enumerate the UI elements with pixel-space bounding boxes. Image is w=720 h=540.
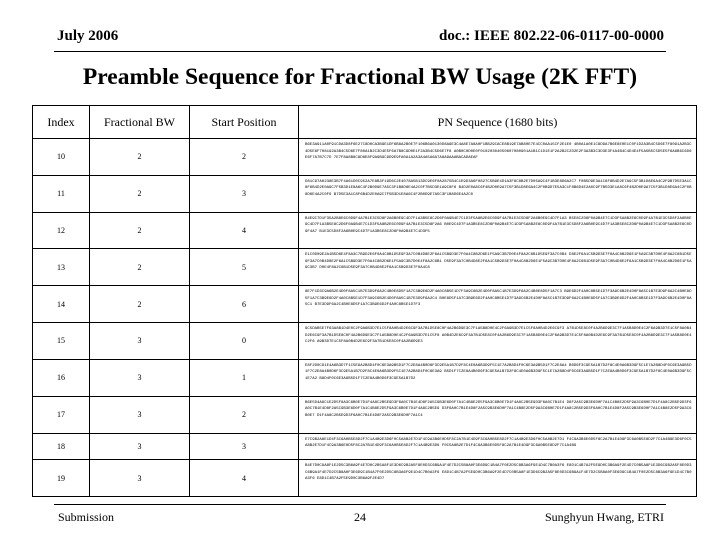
cell-fractional-bw: 2 [90,175,190,212]
cell-pn-sequence: B4E9C7D1F35A2B8E6C0D9F4A7B1E3C5D8F2A6B0E9C4D7F1A3B5E8C2D6F0A9B4E7C1D3F5A8B2E6C0D9F4A7B1E3C5D8F2A6B0E9C4D7F1A3 B5E8C2D6F0A9B4E7C1D3F5A8B2E6C0D9F4A7B1E3C5D8F2A6B0E9C4D7F1A3B5E8C2D6F0A9B4E7C1D3F5A8B2E6C0D9F4A7B1E3C5D8F2A6 B0E9C4D7F1A3B5E8C2D6F0A9B4E7C1D3F5A8B2E6C0D9F4A7B1E3C5D8F2A6B0E9C4D7F1A3B5E8C2D6F0A9B4E7C1D3F5A8B2E6C0D9F4A7 B1E3C5D8F2A6B0E9C4D7F1A3B5E8C2D6F0A9B4E7C1D3F5 [299,212,697,249]
cell-index: 16 [33,359,90,396]
cell-index: 12 [33,212,90,249]
cell-pn-sequence: E1C0D09E2A1B5D6E4F8A3C7B9D2E6F0A4C8B1D5E9F3A7C0B4D8E2F6A1C5B9D3E7F0A4C8B2D6E1F5A9C3B7D0E4F8A2C6B1D5E9F3A7C0B4 D8E2F6A1C5B9D3E7F0A4C8B2D6E1F5A9C3B7D0E4F8A2C6B1D5E9F3A7C0B4D8E2F6A1C5B9D3E7F0A4C8B2D6E1F5A9C3B7D0E4F8A2C6B1 D5E9F3A7C0B4D8E2F6A1C5B9D3E7F0A4C8B2D6E1F5A9C3B7D0E4F8A2C6B1D5E9F3A7C0B4D8E2F6A1C5B9D3E7F0A4C8B2D6E1F5A9C3B7 D0E4F8A2C6B1D5E9F3A7C0B4D8E2F6A1C5B9D3E7F0A4C8 [299,249,697,286]
cell-fractional-bw: 2 [90,212,190,249]
table-row [33,175,697,212]
table-row [33,323,697,360]
cell-fractional-bw: 3 [90,359,190,396]
cell-start-position: 1 [190,359,299,396]
header-doc-id: doc.: IEEE 802.22-06-0117-00-0000 [439,28,664,44]
header-date: July 2006 [57,28,119,44]
cell-pn-sequence: B6E3A911A0F91CDA3D8F6E27C8D0CA3B9E1DF6B8A2B0E7F106B6A0130D8A9E3C4A8E7A8A0F1BB29CACE8B19E7AB80E7E4CC0AA15CF2E1E0 4B0A1A0E1C8D9A7B6E8E0E1C0F1D2A3B4C5D6E7F8091A2B3C4D5E6F708192A3B4C5D6E7F80A1B2C3D4E5F6A7B8C9D0E1F2A3B4C5D6E7F8 A0B0C0D0E0F01020304050607080901A1B1C1D1E1F2A2B2C2D2E2F3A3B3C3D3E3F4A4B4C4D4E4F5A5B5C5D5E5F6A6B6C6D6E6F7A7B7C7D 7E7F8A8B8C8D8E8F9A9B9C9D9E9FA0A1A2A3A4A5A6A7A8A9AAABACADAEAF [299,139,697,176]
cell-fractional-bw: 2 [90,249,190,286]
cell-index: 18 [33,433,90,460]
cell-index: 17 [33,396,90,433]
cell-fractional-bw: 3 [90,396,190,433]
cell-pn-sequence: 9C5DAB5E7F63A8B1D4E0C2F9A6B3D7E1C5F8A0B4D2E6C9F3A7B1D5E8C0F4A2B6D9E3C7F1A5B8D0E4C2F6A9B3D7E1C5F8A0B4D2E6C9F3 A7B1D5E8C0F4A2B6D9E3C7F1A5B8D0E4C2F6A9B3D7E1C5F8A0B4D2E6C9F3A7B1D5E8C0F4A2B6D9E3C7F1A5B8D0E4C2F6A9B3D7E1C5F8 A0B4D2E6C9F3A7B1D5E8C0F4A2B6D9E3C7F1A5B8D0E4C2F6A9B3D7E1C5F8A0B4D2E6C9F3A7B1D5E8C0F4A2B6D9E3C7F1A5B8D0E4C2F6 A9B3D7E1C5F8A0B4D2E6C9F3A7B1D5E8C0F4A2B6D9E3 [299,323,697,360]
cell-index: 10 [33,139,90,176]
cell-pn-sequence: E7C9B2A8E1D4F3C6A0B5E8D2F7C1A4B9E3D6F0C5A8B2E7D1F4C9A3B6E0D5F8C2A7B1E4D9F3C6A0B5E8D2F7C1A4B9E3D6F0C5A8B2E7D1 F4C9A3B6E0D5F8C2A7B1E4D9F3C6A0B5E8D2F7C1A4B9E3D6F0C5A8B2E7D1F4C9A3B6E0D5F8C2A7B1E4D9F3C6A0B5E8D2F7C1A4B9E3D6 F0C5A8B2E7D1F4C9A3B6E0D5F8C2A7B1E4D9F3C6A0B5E8D2F7C1A4B9 [299,433,697,460]
footer-submission: Submission [58,510,115,524]
cell-fractional-bw: 3 [90,460,190,497]
cell-start-position: 3 [190,175,299,212]
cell-fractional-bw: 2 [90,139,190,176]
column-header-fractional-bw: Fractional BW [90,106,190,139]
table-row [33,359,697,396]
footer-author: Sunghyun Hwang, ETRI [545,510,664,524]
cell-pn-sequence: D81C97A0238E3B7F4A61D0C952A7E8B3F19D6C2E4078A5B13DC9E6F0A2875B4C1E9D3A6F0827C5B9E4D1A3F6C8B2E7D05A9C4F1B3E8D6A2C7 F0B5D9E3A1C6F8B4D2E7A9C5F3B1D8E6A4C2F9B7D5E3A1C8F6B4D2E0A9C7F5B3D1E8A6C4F2B0D9E7A5C3F1B8D6E4A2C0F7B5D3E1A9C8F6 B4D2E0A8C6F4B2D0E9A7C5F3B1D8E6A4C2F0B9D7E5A3C1F8B6D4E2A0C9F7B5D3E1A8C6F4B2D0E9A7C5F3B1D8E6A4C2F0B8D6E4A2C0F9 B7D5E3A1C8F6B4D2E0A9C7F5B3D1E8A6C4F2B0D9E7A5C3F1B8D6E4A2C0 [299,175,697,212]
cell-pn-sequence: 8E7F1D3C9A6B2E4D0F8A5C1B7E3D9F6A2C4B0E8D5F1A7C3B9E6D2F4A0C8B5E1D7F3A9C6B2E4D0F8A5C1B7E3D9F6A2C4B0E8D5F1A7C3 B9E6D2F4A0C8B5E1D7F3A9C6B2E4D0F8A5C1B7E3D9F6A2C4B0E8D5F1A7C3B9E6D2F4A0C8B5E1D7F3A9C6B2E4D0F8A5C1B7E3D9F6A2C4 B0E8D5F1A7C3B9E6D2F4A0C8B5E1D7F3A9C6B2E4D0F8A5C1B7E3D9F6A2C4B0E8D5F1A7C3B9E6D2F4A0C8B5E1D7F3A9C6B2E4D0F8A5C1 B7E3D9F6A2C4B0E8D5F1A7C3B9E6D2F4A0C8B5E1D7F3 [299,286,697,323]
cell-fractional-bw: 3 [90,433,190,460]
table-row [33,433,697,460]
cell-start-position: 4 [190,460,299,497]
cell-fractional-bw: 3 [90,323,190,360]
cell-start-position: 5 [190,249,299,286]
cell-pn-sequence: E8F2D0C91E4A6B3D7F1C5E9A2B8D4F0C6E3A9B5D1F7C2E8A4B0D6F3C9E5A1B7D2F8C4E0A6B3D9F5C1E7A2B8D4F0C6E3A9B5D1F7C2E8A4 B0D6F3C9E5A1B7D2F8C4E0A6B3D9F5C1E7A2B8D4F0C6E3A9B5D1F7C2E8A4B0D6F3C9E5A1B7D2F8C4E0A6B3D9F5C1E7A2B8D4F0C6E3A9 B5D1F7C2E8A4B0D6F3C9E5A1B7D2F8C4E0A6B3D9F5C1E7A2B8D4F0C6E3A9B5D1F7C2E8A4B0D6F3C9E5A1B7D2F8C4E0A6B3D9F5C1E7A2 B8D4F0C6E3A9B5D1F7C2E8A4B0D6F3C9E5A1B7D2 [299,359,697,396]
column-header-pn-sequence: PN Sequence (1680 bits) [299,106,697,139]
cell-index: 19 [33,460,90,497]
table-row [33,212,697,249]
header-divider [54,51,666,52]
cell-index: 11 [33,175,90,212]
cell-start-position: 0 [190,323,299,360]
footer-page-number: 24 [354,510,366,524]
table-header-row [33,106,697,139]
cell-index: 15 [33,323,90,360]
footer-divider [54,504,666,505]
slide-title: Preamble Sequence for Fractional BW Usage (2K FFT) [82,64,638,90]
cell-pn-sequence: B4E7D0C9A8F1E2D5C3B6A9F4E7D0C2B5A8F1E3D6C9B2A5F8E0D3C6B9A1F4E7D2C5B8A0F3E6D9C1B4A7F0E2D5C8B3A6F9E1D4C7B0A3F6 E8D1C4B7A2F5E9D0C3B6A9F2E4D7C0B5A8F1E3D6C9B2A5F8E0D3C6B9A1F4E7D2C5B8A0F3E6D9C1B4A7F0E2D5C8B3A6F9E1D4C7B0A3F6 E8D1C4B7A2F5E9D0C3B6A9F2E4D7C0B5A8F1E3D6C9B2A5F8E0D3C6B9A1F4E7D2C5B8A0F3E6D9C1B4A7F0E2D5C8B3A6F9E1D4C7B0A3F6 E8D1C4B7A2F5E9D0C3B6A9F2E4D7 [299,460,697,497]
cell-start-position: 4 [190,212,299,249]
cell-start-position: 3 [190,433,299,460]
cell-start-position: 2 [190,396,299,433]
cell-index: 14 [33,286,90,323]
table-row [33,396,697,433]
table-row [33,460,697,497]
cell-index: 13 [33,249,90,286]
table-row [33,249,697,286]
cell-start-position: 6 [190,286,299,323]
cell-pn-sequence: B6E5D4A9C1E2D5F8A3C6B0E7D1F4A8C2B5E9D3F6A0C7B1E4D8F2A5C9B3E6D0F7A1C4B8E2D5F9A3C6B0E7D1F4A8C2B5E9D3F6A0C7B1E4 D8F2A5C9B3E6D0F7A1C4B8E2D5F9A3C6B0E7D1F4A8C2B5E9D3F6A0C7B1E4D8F2A5C9B3E6D0F7A1C4B8E2D5F9A3C6B0E7D1F4A8C2B5E9 D3F6A0C7B1E4D8F2A5C9B3E6D0F7A1C4B8E2D5F9A3C6B0E7D1F4A8C2B5E9D3F6A0C7B1E4D8F2A5C9B3E6D0F7A1C4B8E2D5F9A3C6B0E7 D1F4A8C2B5E9D3F6A0C7B1E4D8F2A5C9B3E6D0F7A1C4 [299,396,697,433]
column-header-index: Index [33,106,90,139]
pn-sequence-table [32,105,697,497]
cell-start-position: 2 [190,139,299,176]
table-row [33,286,697,323]
cell-fractional-bw: 2 [90,286,190,323]
column-header-start-position: Start Position [190,106,299,139]
table-row [33,139,697,176]
